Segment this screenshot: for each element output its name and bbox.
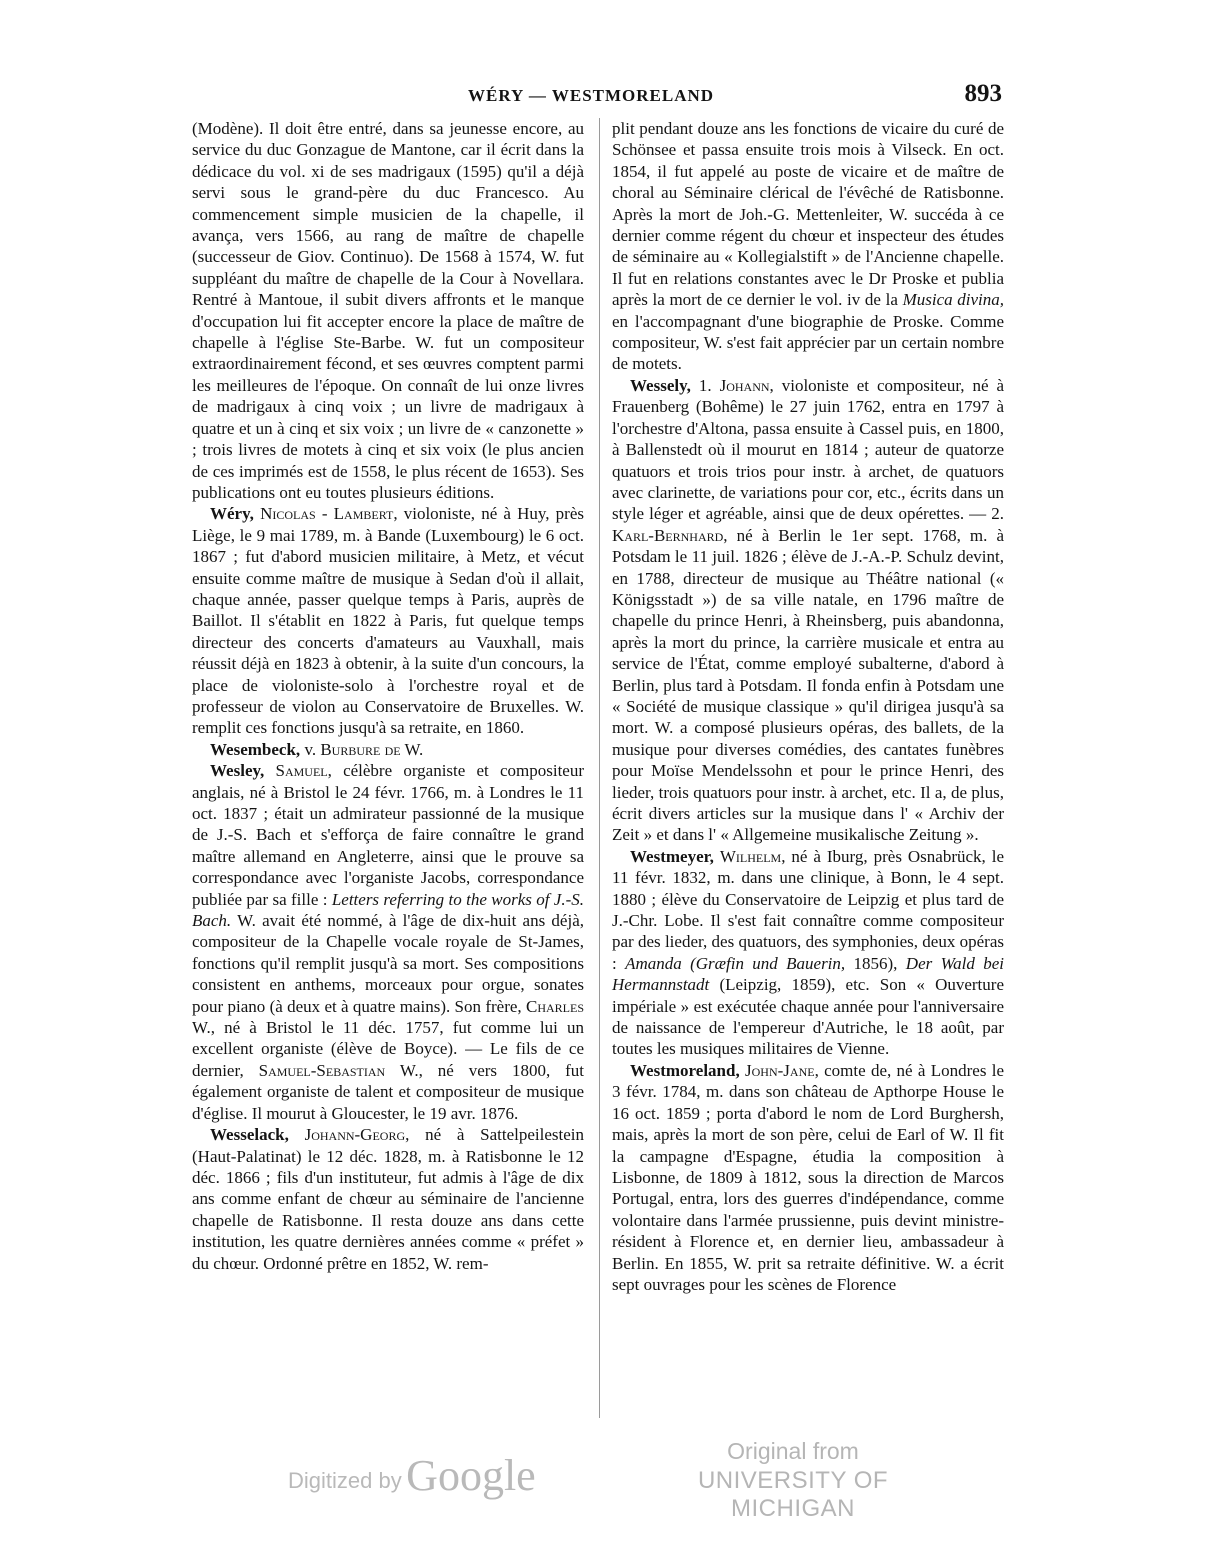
original-from-watermark	[668, 1438, 918, 1523]
work-title: Letters referring to the works of J.-S. Bach.	[192, 889, 585, 931]
entry-text: W., né à Bristol le 11 déc. 1757, fut comme lui un excellent organiste (élève de Boyce). — Le fils de ce dernier,	[192, 1018, 584, 1080]
entry-text: W. avait été nommé, à l'âge de dix-huit ans déjà, compositeur de la Chapelle vocale royale de St-James, fonctions qu'il remplit jusqu'à sa mort. Ses compositions consistent en anthems, morceaux pour orgue, sonates pour piano (à deux et à quatre mains). Son frère,	[192, 911, 584, 1016]
entry-continuation: (Modène). Il doit être entré, dans sa jeunesse encore, au service du duc Gonzague de Mantone, car il écrit dans la dédicace du vol. xi de ses madrigaux (1595) qu'il a déjà servi sous le grand-père du duc Francesco. Au commencement simple musicien de la chapelle, il avança, vers 1566, au rang de maître de chapelle (successeur de Giov. Continuo). De 1568 à 1574, W. fut suppléant du maître de chapelle de la Cour à Novellara. Rentré à Mantoue, il subit divers affronts et le manque d'occupation lui fit accepter encore la place de maître de chapelle à l'église Ste-Barbe. W. fut un compositeur extraordinairement fécond, et ses œuvres comptent parmi les meilleures de l'époque. On connaît de lui onze livres de madrigaux à cinq voix ; un livre de madrigaux à quatre et un à cinq et six voix ; un livre de « canzonette » ; trois livres de motets à cinq et six voix (le plus ancien de ces imprimés est de 1558, le plus récent de 1653). Ses publications ont eu toutes plusieurs éditions.	[192, 119, 584, 502]
right-column	[612, 118, 1004, 1295]
left-column	[192, 118, 584, 1274]
column-divider	[599, 118, 600, 1418]
entry-wesselack	[192, 1124, 584, 1274]
headword: Wéry,	[210, 504, 254, 524]
person-name: Samuel-Sebastian	[258, 1060, 386, 1080]
entry-text: né à Iburg, près Osnabrück, le 11 févr. 1832, m. dans une clinique, à Bonn, le 4 sept. 1880 ; élève du Conservatoire de Leipzig et plus tard de J.-Chr. Lobe. Il s'est fait connaître comme compositeur par des lieder, des quatuors, des symphonies, deux opéras :	[612, 846, 1005, 973]
google-logo: Google	[406, 1451, 536, 1500]
person-name: John-Jane,	[745, 1060, 819, 1080]
entry-westmeyer	[612, 846, 1004, 1060]
entry-text: violoniste, né à Huy, près Liège, le 9 mai 1789, m. à Bande (Luxembourg) le 6 oct. 1867 ; fut d'abord musicien militaire, à Metz, et vécut ensuite comme maître de musique à Sedan d'où il allait, chaque année, passer quelque temps à Paris, auprès de Baillot. Il s'établit en 1822 à Paris, fut quelque temps directeur des concerts d'amateurs au Vauxhall, mais réussit déjà en 1823 à obtenir, à la suite d'un concours, la place de violoniste-solo à l'orchestre royal et de professeur de violon au Conservatoire de Bruxelles. W. remplit ces fonctions jusqu'à sa retraite, en 1860.	[192, 504, 584, 738]
page-header	[190, 80, 1010, 114]
work-title: Der Wald bei Hermannstadt	[612, 953, 1005, 995]
university-label: UNIVERSITY OF MICHIGAN	[697, 1467, 889, 1522]
entry-text: célèbre organiste et compositeur anglais, né à Bristol le 24 févr. 1766, m. à Londres le 11 oct. 1837 ; était un admirateur passionné de la musique de J.-S. Bach et s'efforça de faire connaître le grand maître allemand en Angleterre, ainsi que le prouve sa correspondance avec l'organiste Jacobs, correspondance publiée par sa fille :	[192, 761, 584, 909]
entry-text: violoniste et compositeur, né à Frauenberg (Bohême) le 27 juin 1762, entra en 1797 à l'orchestre d'Altona, passa ensuite à Cassel puis, en 1800, à Ballenstedt où il mourut en 1814 ; auteur de quatorze quatuors et trois trios pour instr. à archet, de quatuors avec clarinette, de variations pour cor, etc., écrits dans un style léger et agréable, ainsi que de deux opérettes. — 2.	[612, 375, 1005, 524]
headword: Westmoreland,	[630, 1060, 740, 1080]
person-name: Nicolas - Lambert,	[260, 504, 398, 524]
entry-text: né à Berlin le 1er sept. 1768, m. à Potsdam le 11 juil. 1826 ; élève de J.-A.-P. Schulz devint, en 1788, directeur de musique au Théâtre national (« Königsstadt ») de sa ville natale, en 1796 maître de chapelle du prince Henri, à Rheinsberg, puis abandonna, après la mort du prince, la carrière musicale et entra au service de l'État, comme employé subalterne, d'abord à Berlin, plus tard à Potsdam. Il fonda enfin à Potsdam une « Société de musique classique » qu'il dirigea jusqu'à sa mort. W. a composé plusieurs opéras, des ballets, de la musique pour diverses comédies, des cantates funèbres pour Moïse Mendelssohn et pour le prince Henri, des lieder, trois quatuors pour instr. à archet, etc. Il a, de plus, écrit divers articles sur la musique dans l' « Archiv der Zeit » et dans l' « Allgemeine musikalische Zeitung ».	[612, 525, 1004, 845]
entry-text: né à Sattelpeilestein (Haut-Palatinat) le 12 déc. 1828, m. à Ratisbonne le 12 déc. 1866 ; fils d'un instituteur, fut admis à l'âge de dix ans comme enfant de chœur au séminaire de l'ancienne chapelle de Ratisbonne. Il resta douze ans dans cette institution, les quatre dernières années comme « préfet » du chœur. Ordonné prêtre en 1852, W. rem-	[192, 1125, 584, 1273]
original-from-label: Original from	[727, 1438, 859, 1464]
headword: Westmeyer,	[630, 846, 714, 866]
entry-wesley	[192, 760, 584, 1124]
entry-wery	[192, 503, 584, 738]
person-name: Karl-Bernhard,	[612, 525, 728, 545]
entry-text: v.	[304, 739, 317, 759]
entry-continuation	[612, 118, 1004, 375]
person-name: Charles	[525, 996, 584, 1016]
headword: Wesembeck,	[210, 739, 301, 759]
entry-westmoreland	[612, 1060, 1004, 1295]
entry-text: 1856),	[853, 953, 898, 973]
person-name: Johann-Georg,	[304, 1125, 410, 1145]
person-name: Samuel,	[275, 761, 332, 781]
entry-text: en l'accompagnant d'une biographie de Proske. Comme compositeur, W. s'est fait apprécier par un certain nombre de motets.	[612, 311, 1004, 374]
running-title: WÉRY — WESTMORELAND	[468, 86, 715, 105]
person-name: Johann,	[719, 375, 774, 395]
entry-text: plit pendant douze ans les fonctions de vicaire du curé de Schönsee et passa ensuite trois mois à Vilseck. En oct. 1854, il fut appelé au poste de vicaire et de maître de choral au Séminaire clérical de l'évêché de Ratisbonne. Après la mort de Joh.-G. Mettenleiter, W. succéda à ce dernier comme régent du chœur et inspecteur des études de séminaire au « Kollegialstift » de l'Ancienne chapelle. Il fut en relations constantes avec le Dr Proske et publia après la mort de ce dernier le vol. iv de la	[612, 119, 1004, 310]
headword: Wessely,	[630, 375, 691, 395]
digitized-by-label: Digitized by	[288, 1468, 402, 1493]
entry-text: W., né vers 1800, fut également organiste de talent et compositeur de musique d'église. Il mourut à Gloucester, le 19 avr. 1876.	[192, 1060, 584, 1123]
page-number: 893	[964, 80, 1002, 107]
headword: Wesley,	[210, 761, 265, 781]
headword: Wesselack,	[210, 1125, 289, 1145]
work-title: Musica divina,	[902, 290, 1005, 310]
cross-reference: Burbure de W.	[320, 739, 424, 759]
digitized-by-watermark	[288, 1450, 536, 1501]
person-name: Wilhelm,	[719, 846, 786, 866]
entry-wesembeck	[192, 739, 584, 760]
entry-number: 1.	[698, 375, 712, 395]
digitization-footer	[0, 1438, 1207, 1522]
entry-text: (Leipzig, 1859), etc. Son « Ouverture impériale » est exécutée chaque année pour l'anniversaire de naissance de l'empereur d'Autriche, le 18 août, par toutes les musiques militaires de Vienne.	[612, 975, 1004, 1059]
entry-wessely	[612, 375, 1004, 846]
work-title: Amanda (Græfin und Bauerin,	[625, 953, 846, 973]
entry-text: comte de, né à Londres le 3 févr. 1784, m. dans son château de Apthorpe House le 16 oct. 1859 ; porta d'abord le nom de Lord Burghersh, mais, après la mort de son père, celui de Earl of W. Il fit la campagne d'Espagne, étudia la composition à Lisbonne, de 1809 à 1812, sous la direction de Marcos Portugal, entra, lors des guerres d'indépendance, comme volontaire dans l'armée prussienne, puis devint ministre-résident à Florence et, en dernier lieu, ambassadeur à Berlin. En 1855, W. prit sa retraite définitive. W. a écrit sept ouvrages pour les scènes de Florence	[612, 1060, 1004, 1294]
